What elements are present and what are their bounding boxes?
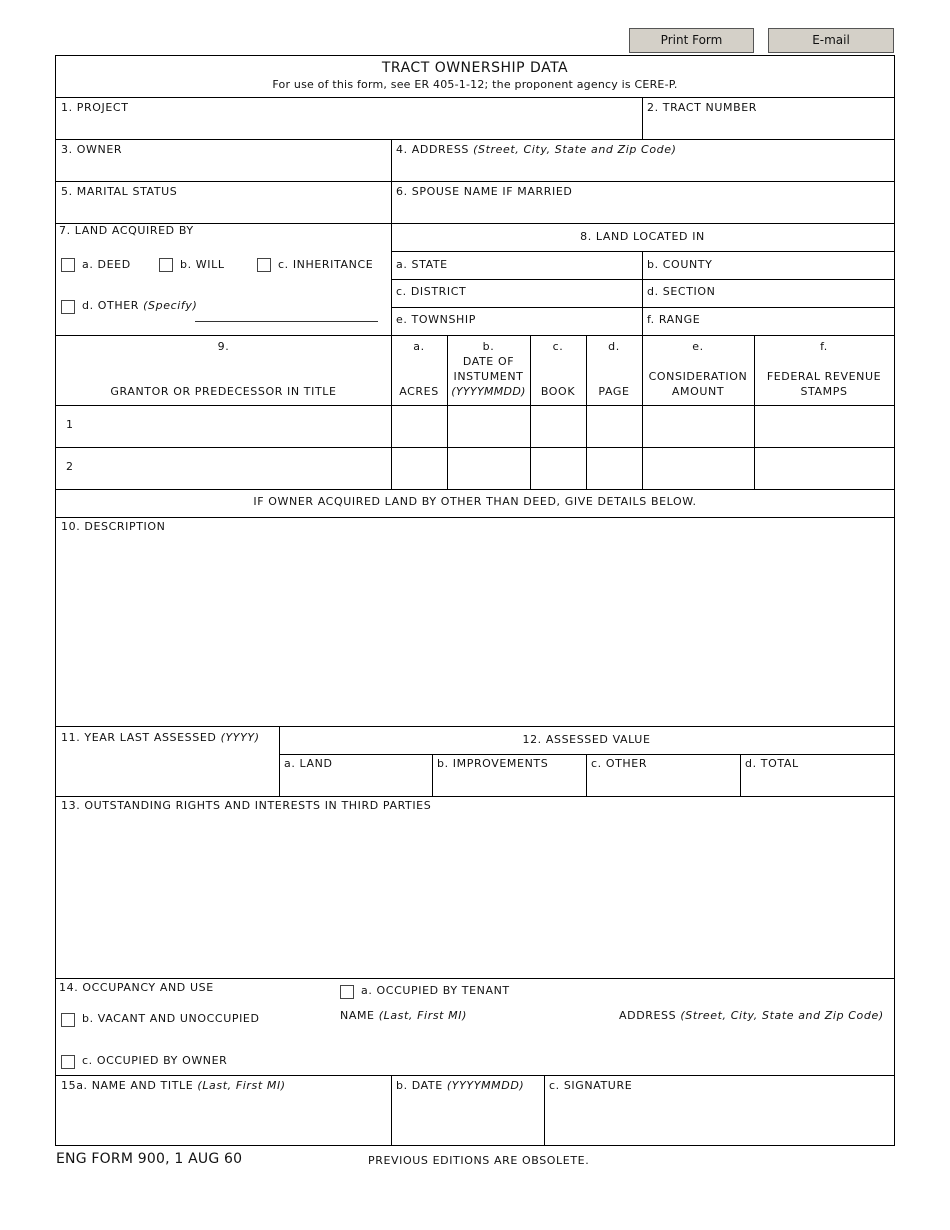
tenant-address-text: ADDRESS: [619, 1009, 677, 1022]
tenant-address-label: [619, 1009, 884, 1022]
tenant-address-hint: (Street, City, State and Zip Code): [680, 1009, 884, 1022]
acres-header: ACRES: [399, 385, 439, 398]
divider: [432, 754, 433, 796]
township-label: e. TOWNSHIP: [396, 313, 476, 326]
state-input[interactable]: [460, 254, 638, 276]
year-assessed-input[interactable]: [60, 760, 275, 790]
land-value-label: a. LAND: [284, 757, 333, 770]
year-hint: (YYYY): [220, 731, 260, 744]
other-checkbox[interactable]: [61, 300, 75, 314]
state-label: a. STATE: [396, 258, 448, 271]
section-input[interactable]: [725, 282, 890, 304]
table-row-number: 2: [66, 460, 74, 473]
divider: [586, 754, 587, 796]
divider: [56, 335, 894, 336]
total-input[interactable]: [744, 772, 890, 792]
description-input[interactable]: [60, 536, 890, 722]
owner-input[interactable]: [60, 159, 387, 179]
divider: [56, 1075, 894, 1076]
other-label-text: d. OTHER: [82, 299, 140, 312]
tenant-name-input[interactable]: [338, 1028, 608, 1048]
divider: [56, 181, 894, 182]
improvements-label: b. IMPROVEMENTS: [437, 757, 549, 770]
land-acquired-label: 7. LAND ACQUIRED BY: [59, 224, 194, 237]
date-hint-text: (YYYYMMDD): [446, 1079, 525, 1092]
vacant-label: b. VACANT AND UNOCCUPIED: [82, 1012, 260, 1025]
name-title-text: 15a. NAME AND TITLE: [61, 1079, 194, 1092]
divider: [642, 97, 643, 139]
date-letter: b.: [482, 340, 495, 353]
form-subtitle: For use of this form, see ER 405-1-12; the proponent agency is CERE-P.: [272, 78, 678, 91]
page-header: PAGE: [598, 385, 630, 398]
name-title-label: [61, 1079, 286, 1092]
date-text: b. DATE: [396, 1079, 443, 1092]
obsolete-note: PREVIOUS EDITIONS ARE OBSOLETE.: [368, 1154, 590, 1167]
consideration-letter: e.: [692, 340, 704, 353]
tract-number-input[interactable]: [646, 117, 891, 137]
date-hint: (YYYYMMDD): [451, 385, 526, 398]
year-assessed-label: [61, 731, 260, 744]
signature-label: c. SIGNATURE: [549, 1079, 633, 1092]
grantor-row-1-input[interactable]: [80, 412, 387, 440]
other-value-input[interactable]: [590, 772, 736, 792]
county-label: b. COUNTY: [647, 258, 713, 271]
table-row-number: 1: [66, 418, 74, 431]
other-than-deed-note: IF OWNER ACQUIRED LAND BY OTHER THAN DEED, GIVE DETAILS BELOW.: [253, 495, 697, 508]
divider: [56, 489, 894, 490]
owner-label: 3. OWNER: [61, 143, 123, 156]
consideration-header-1: CONSIDERATION: [648, 370, 748, 383]
divider: [754, 335, 755, 489]
address-label: [396, 143, 677, 156]
marital-status-label: 5. MARITAL STATUS: [61, 185, 178, 198]
divider: [56, 796, 894, 797]
assessed-value-label: 12. ASSESSED VALUE: [522, 733, 651, 746]
occupied-by-tenant-checkbox[interactable]: [340, 985, 354, 999]
spouse-name-label: 6. SPOUSE NAME IF MARRIED: [396, 185, 573, 198]
divider: [642, 251, 643, 335]
tenant-name-text: NAME: [340, 1009, 375, 1022]
divider: [56, 517, 894, 518]
range-input[interactable]: [712, 310, 890, 332]
divider: [56, 139, 894, 140]
page-letter: d.: [608, 340, 620, 353]
district-input[interactable]: [475, 282, 638, 304]
marital-status-input[interactable]: [60, 201, 387, 221]
other-hint: (Specify): [143, 299, 198, 312]
land-located-label: 8. LAND LOCATED IN: [580, 230, 705, 243]
address-hint: (Street, City, State and Zip Code): [473, 143, 677, 156]
book-header: BOOK: [540, 385, 576, 398]
improvements-input[interactable]: [436, 772, 582, 792]
outstanding-rights-input[interactable]: [60, 815, 890, 974]
outstanding-rights-label: 13. OUTSTANDING RIGHTS AND INTERESTS IN THIRD PARTIES: [61, 799, 432, 812]
vacant-checkbox[interactable]: [61, 1013, 75, 1027]
name-title-input[interactable]: [60, 1096, 387, 1142]
occupied-by-owner-checkbox[interactable]: [61, 1055, 75, 1069]
will-checkbox[interactable]: [159, 258, 173, 272]
form-id: ENG FORM 900, 1 AUG 60: [56, 1151, 243, 1167]
form-title: TRACT OWNERSHIP DATA: [381, 60, 569, 76]
address-label-text: 4. ADDRESS: [396, 143, 470, 156]
date-header-2: INSTUMENT: [453, 370, 524, 383]
divider: [391, 1075, 392, 1146]
stamps-header-2: STAMPS: [800, 385, 848, 398]
address-input[interactable]: [395, 159, 891, 179]
divider: [56, 405, 894, 406]
range-label: f. RANGE: [647, 313, 701, 326]
divider: [56, 447, 894, 448]
project-label: 1. PROJECT: [61, 101, 129, 114]
district-label: c. DISTRICT: [396, 285, 467, 298]
divider: [642, 335, 643, 489]
stamps-letter: f.: [820, 340, 828, 353]
spouse-name-input[interactable]: [395, 201, 891, 221]
tenant-name-label: [340, 1009, 467, 1022]
township-input[interactable]: [485, 310, 638, 332]
divider: [56, 97, 894, 98]
grantor-header: GRANTOR OR PREDECESSOR IN TITLE: [110, 385, 337, 398]
land-value-input[interactable]: [283, 772, 428, 792]
county-input[interactable]: [720, 254, 890, 276]
divider: [56, 726, 894, 727]
date-header-1: DATE OF: [462, 355, 515, 368]
other-specify-input[interactable]: [195, 304, 378, 320]
other-label: [82, 299, 197, 312]
divider: [391, 139, 392, 489]
divider: [740, 754, 741, 796]
occupied-by-owner-label: c. OCCUPIED BY OWNER: [82, 1054, 228, 1067]
other-value-label: c. OTHER: [591, 757, 648, 770]
date-label: [396, 1079, 524, 1092]
email-button[interactable]: E-mail: [768, 28, 894, 53]
divider: [544, 1075, 545, 1146]
date-input[interactable]: [395, 1100, 540, 1122]
inheritance-checkbox[interactable]: [257, 258, 271, 272]
signature-field[interactable]: [548, 1096, 890, 1142]
total-label: d. TOTAL: [745, 757, 799, 770]
book-letter: c.: [552, 340, 564, 353]
consideration-header-2: AMOUNT: [671, 385, 725, 398]
occupancy-label: 14. OCCUPANCY AND USE: [59, 981, 214, 994]
deed-label: a. DEED: [82, 258, 131, 271]
name-title-hint: (Last, First MI): [197, 1079, 286, 1092]
section-label: d. SECTION: [647, 285, 716, 298]
grantor-row-2-input[interactable]: [80, 454, 387, 482]
date-header-hint: [447, 385, 530, 398]
occupied-by-tenant-label: a. OCCUPIED BY TENANT: [361, 984, 510, 997]
other-specify-line: [195, 321, 378, 322]
deed-checkbox[interactable]: [61, 258, 75, 272]
project-input[interactable]: [60, 117, 638, 137]
will-label: b. WILL: [180, 258, 225, 271]
tenant-name-hint: (Last, First MI): [378, 1009, 467, 1022]
divider: [530, 335, 531, 489]
year-assessed-text: 11. YEAR LAST ASSESSED: [61, 731, 217, 744]
grantor-num: 9.: [217, 340, 230, 353]
inheritance-label: c. INHERITANCE: [278, 258, 374, 271]
divider: [586, 335, 587, 489]
divider: [56, 978, 894, 979]
description-label: 10. DESCRIPTION: [61, 520, 166, 533]
acres-letter: a.: [413, 340, 425, 353]
print-form-button[interactable]: Print Form: [629, 28, 754, 53]
tenant-address-input[interactable]: [617, 1028, 890, 1048]
tract-number-label: 2. TRACT NUMBER: [647, 101, 758, 114]
stamps-header-1: FEDERAL REVENUE: [766, 370, 882, 383]
